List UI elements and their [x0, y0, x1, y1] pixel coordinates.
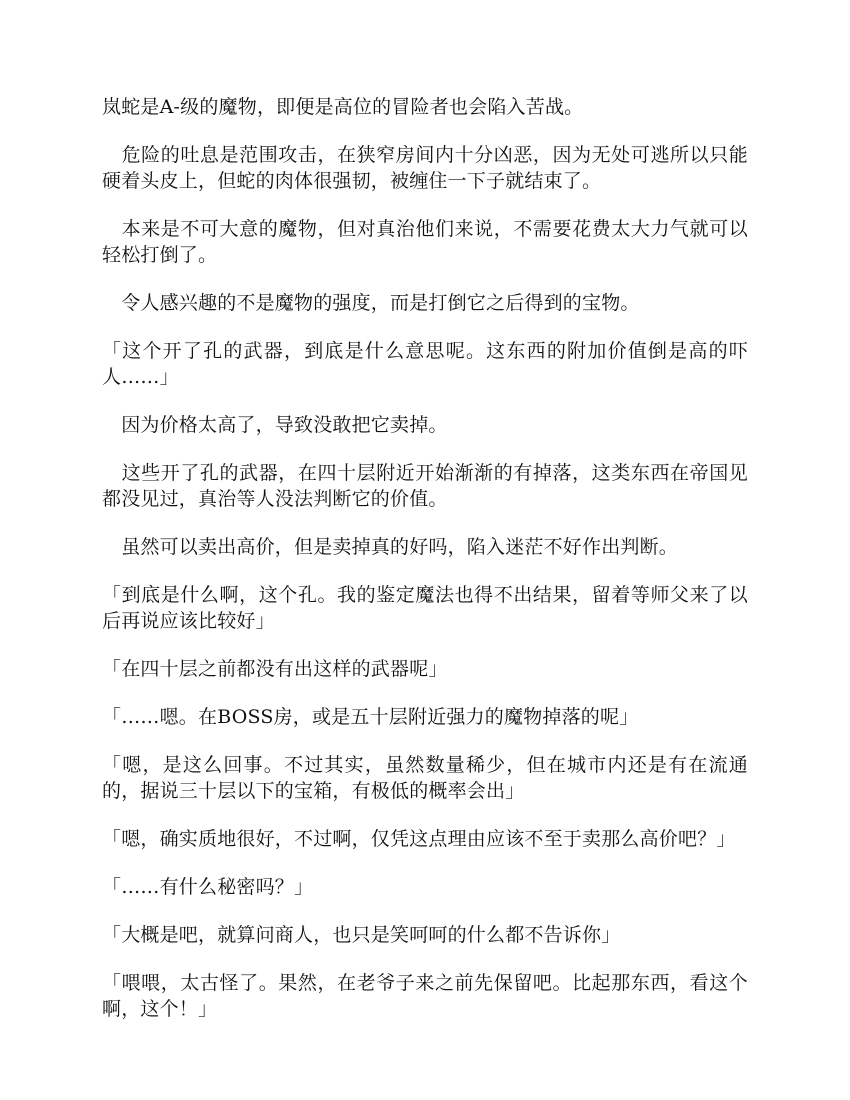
paragraph: 危险的吐息是范围攻击，在狭窄房间内十分凶恶，因为无处可逃所以只能硬着头皮上，但蛇的肉体很强韧，被缠住一下子就结束了。 [102, 144, 748, 192]
paragraph: 因为价格太高了，导致没敢把它卖掉。 [102, 414, 448, 436]
paragraph: 「嗯，是这么回事。不过其实，虽然数量稀少，但在城市内还是有在流通的，据说三十层以下的宝箱，有极低的概率会出」 [102, 754, 748, 802]
paragraph: 虽然可以卖出高价，但是卖掉真的好吗，陷入迷茫不好作出判断。 [102, 536, 679, 558]
paragraph: 「到底是什么啊，这个孔。我的鉴定魔法也得不出结果，留着等师父来了以后再说应该比较好」 [102, 584, 748, 632]
paragraph: 这些开了孔的武器，在四十层附近开始渐渐的有掉落，这类东西在帝国见都没见过，真治等人没法判断它的价值。 [102, 462, 748, 510]
paragraph: 「……嗯。在BOSS房，或是五十层附近强力的魔物掉落的呢」 [102, 706, 639, 728]
paragraph: 岚蛇是A-级的魔物，即便是高位的冒险者也会陷入苦战。 [102, 96, 584, 118]
paragraph: 「喂喂，太古怪了。果然，在老爷子来之前先保留吧。比起那东西，看这个啊，这个！」 [102, 972, 748, 1020]
paragraph: 「在四十层之前都没有出这样的武器呢」 [102, 658, 448, 680]
paragraph: 「这个开了孔的武器，到底是什么意思呢。这东西的附加价值倒是高的吓人……」 [102, 340, 748, 388]
paragraph: 本来是不可大意的魔物，但对真治他们来说，不需要花费太大力气就可以轻松打倒了。 [102, 218, 748, 266]
paragraph: 「……有什么秘密吗？」 [102, 876, 314, 898]
paragraph: 「嗯，确实质地很好，不过啊，仅凭这点理由应该不至于卖那么高价吧？」 [102, 828, 736, 850]
paragraph: 令人感兴趣的不是魔物的强度，而是打倒它之后得到的宝物。 [102, 292, 640, 314]
document-body [102, 94, 748, 1044]
paragraph: 「大概是吧，就算问商人，也只是笑呵呵的什么都不告诉你」 [102, 924, 621, 946]
